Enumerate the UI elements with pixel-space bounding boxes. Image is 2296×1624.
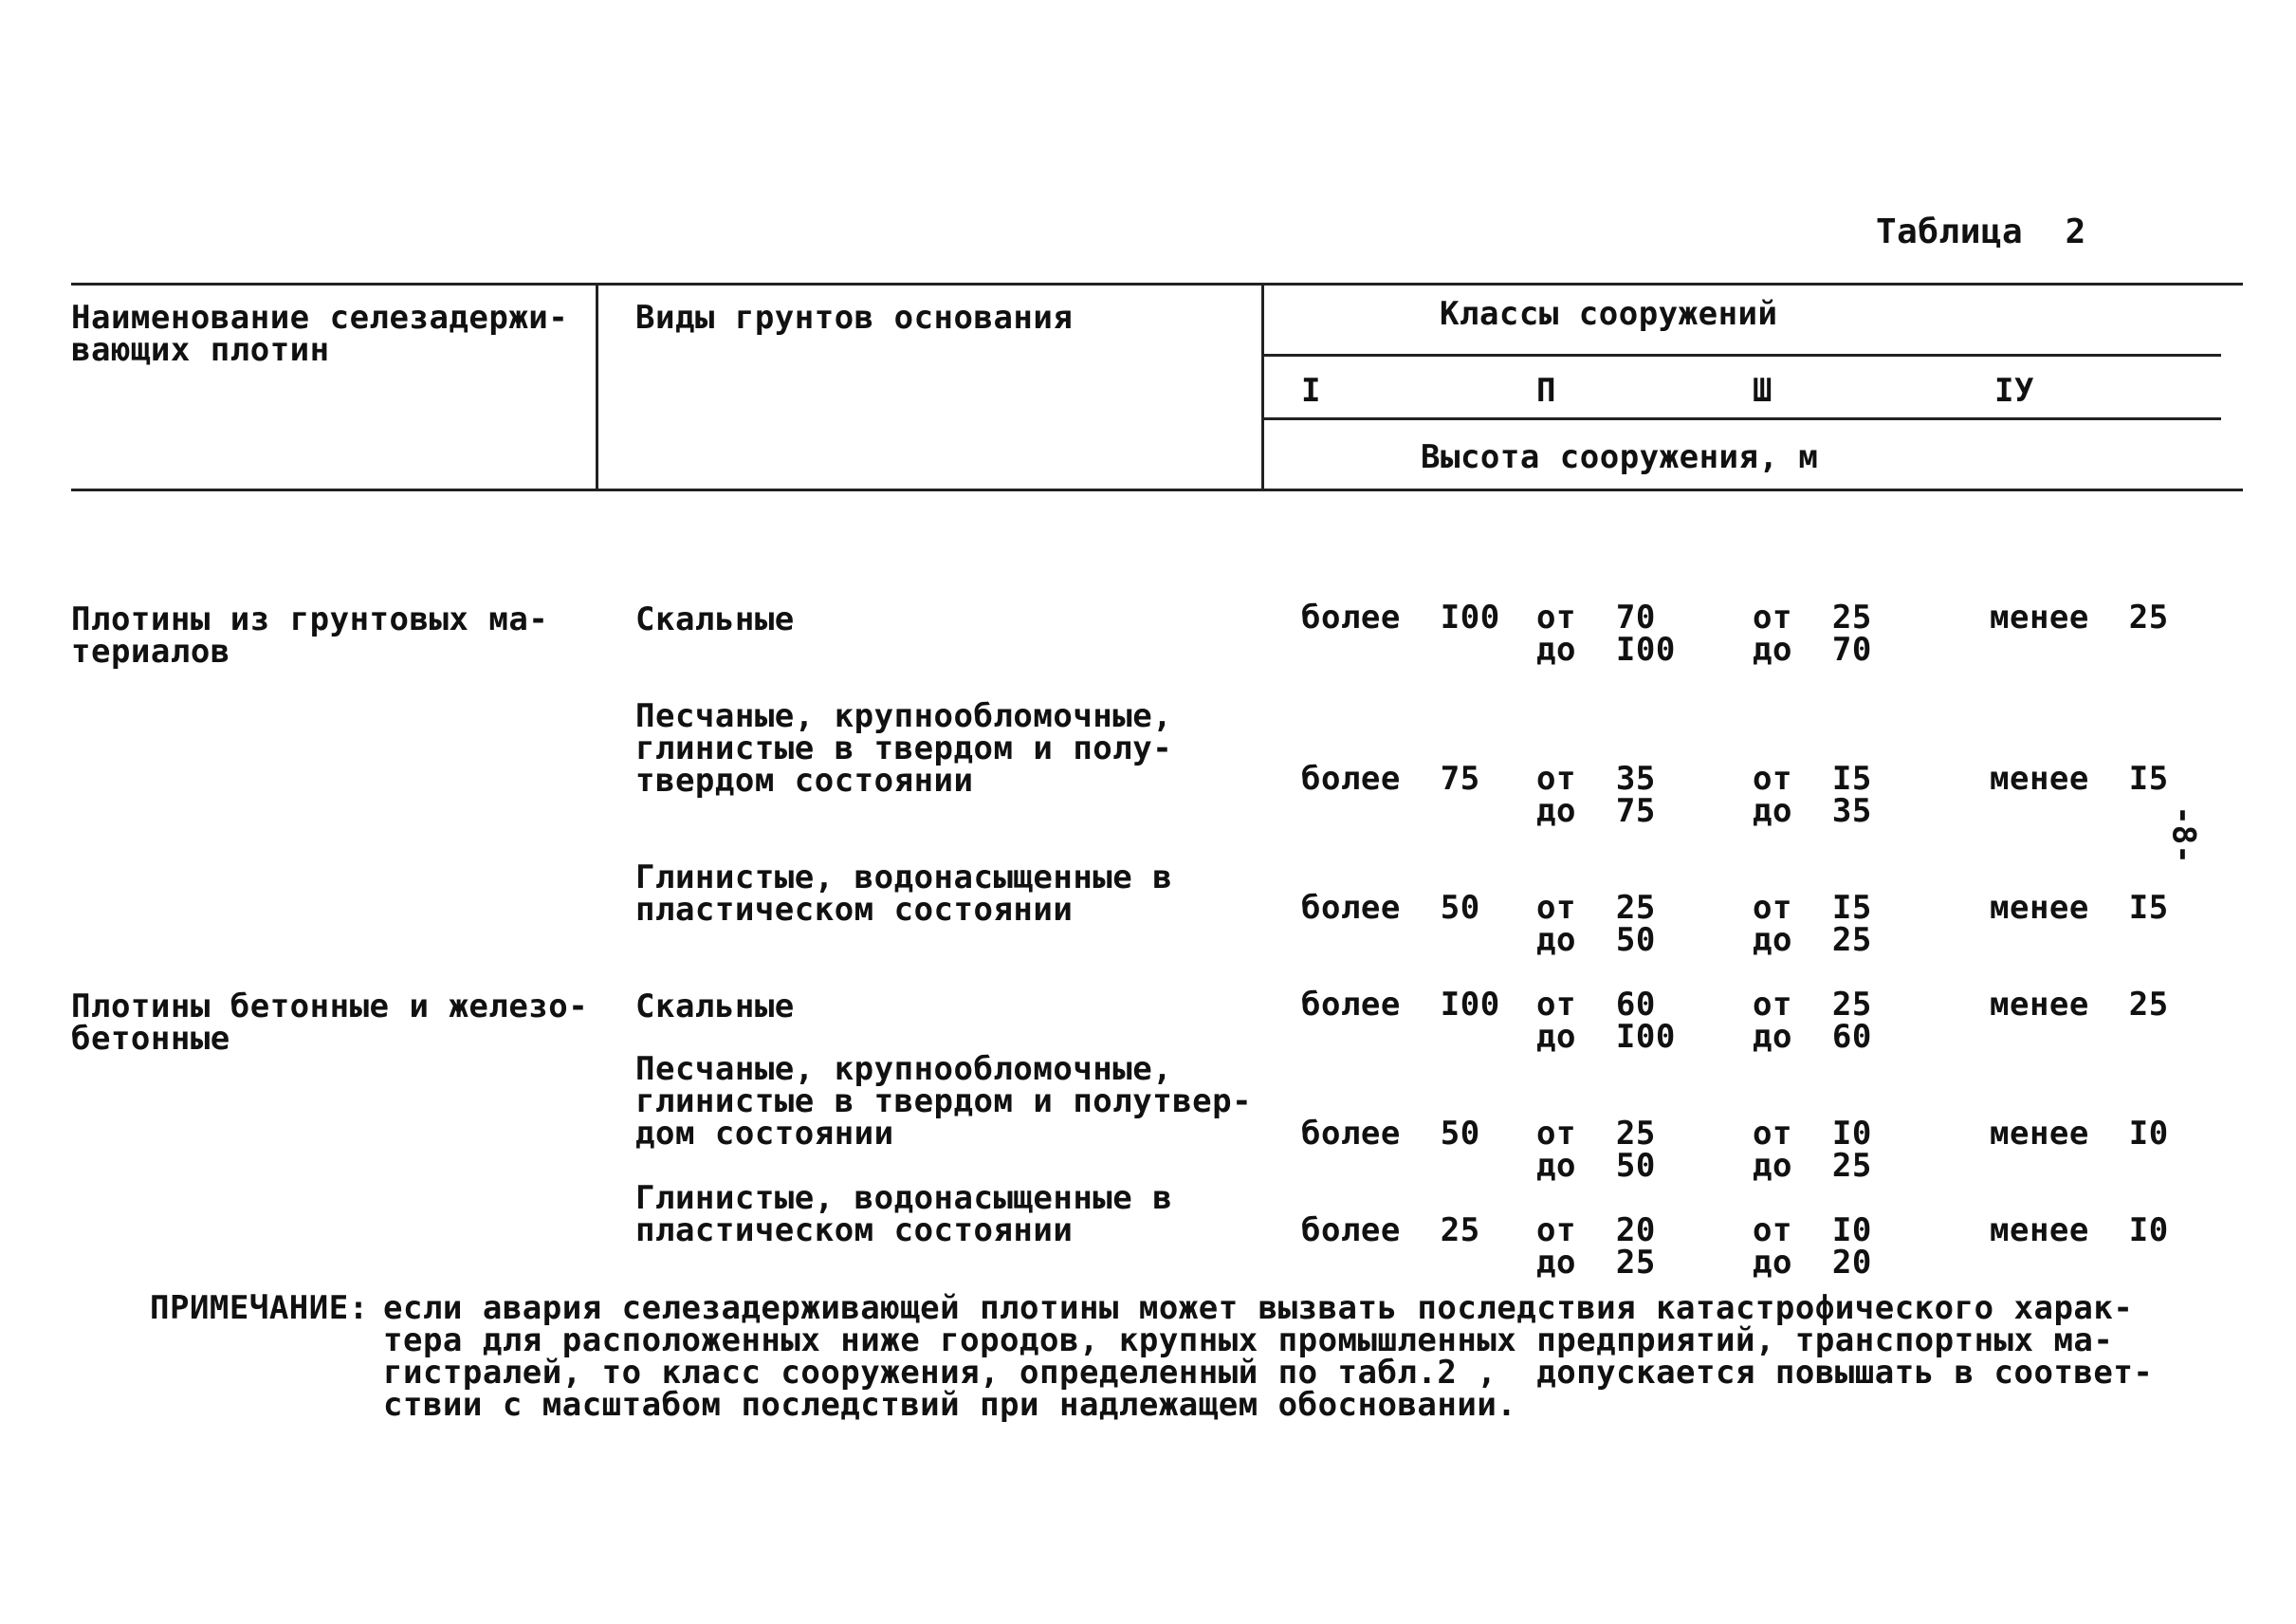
class-3-to: до 25 — [1753, 921, 1872, 959]
class-4-value: менее I5 — [1990, 760, 2169, 798]
class-2-to: до 50 — [1536, 921, 1656, 959]
class-3-from: от 25 — [1753, 599, 1872, 637]
header-height: Высота сооружения, м — [1421, 438, 1819, 476]
soil-line: Песчаные, крупнообломочные, — [635, 1050, 1173, 1088]
header-name-line-2: вающих плотин — [71, 331, 330, 369]
class-4-value: менее 25 — [1990, 599, 2169, 637]
class-1-value: более I00 — [1301, 599, 1500, 637]
class-1-value: более 75 — [1301, 760, 1480, 798]
header-divider-2 — [1261, 283, 1264, 491]
note-line: если авария селезадерживающей плотины может вызвать последствия катастрофического харак- — [383, 1289, 2134, 1327]
class-3-to: до 60 — [1753, 1018, 1872, 1056]
class-3-from: от I5 — [1753, 760, 1872, 798]
class-2-to: до 25 — [1536, 1244, 1656, 1282]
class-2-from: от 20 — [1536, 1211, 1656, 1249]
note-line: тера для расположенных ниже городов, крупных промышленных предприятий, транспортных ма- — [383, 1321, 2114, 1359]
soil-line: пластическом состоянии — [635, 1211, 1074, 1249]
group-name-line-2: бетонные — [71, 1020, 230, 1058]
table-label: Таблица 2 — [1876, 212, 2086, 251]
header-class-1: I — [1301, 372, 1321, 410]
group-name-line-1: Плотины бетонные и железо- — [71, 987, 589, 1025]
soil-line: Скальные — [635, 987, 795, 1025]
page-number: -8- — [2164, 805, 2203, 864]
class-2-to: до I00 — [1536, 1018, 1676, 1056]
note-line: ствии с масштабом последствий при надлежащем обосновании. — [383, 1386, 1517, 1424]
class-1-value: более 50 — [1301, 889, 1480, 927]
soil-line: Глинистые, водонасыщенные в — [635, 1179, 1173, 1217]
note-line: гистралей, то класс сооружения, определенный по табл.2 , допускается повышать в соответ- — [383, 1354, 2154, 1392]
soil-line: глинистые в твердом и полу- — [635, 729, 1173, 767]
header-soil: Виды грунтов основания — [635, 299, 1074, 337]
class-2-from: от 60 — [1536, 986, 1656, 1024]
soil-line: Песчаные, крупнообломочные, — [635, 697, 1173, 735]
header-class-4: IУ — [1994, 372, 2034, 410]
class-4-value: менее I0 — [1990, 1211, 2169, 1249]
header-classes: Классы сооружений — [1440, 295, 1778, 333]
class-3-from: от 25 — [1753, 986, 1872, 1024]
class-2-from: от 25 — [1536, 889, 1656, 927]
table-top-rule — [71, 283, 2243, 286]
class-3-to: до 70 — [1753, 631, 1872, 669]
class-1-value: более I00 — [1301, 986, 1500, 1024]
class-numbers-rule — [1261, 417, 2221, 420]
class-2-to: до I00 — [1536, 631, 1676, 669]
class-4-value: менее I5 — [1990, 889, 2169, 927]
class-4-value: менее I0 — [1990, 1115, 2169, 1153]
header-name-line-1: Наименование селезадержи- — [71, 299, 569, 337]
group-name-line-2: териалов — [71, 633, 230, 671]
class-3-from: от I5 — [1753, 889, 1872, 927]
header-class-3: Ш — [1753, 372, 1773, 410]
class-3-from: от I0 — [1753, 1115, 1872, 1153]
class-3-to: до 25 — [1753, 1147, 1872, 1185]
class-3-to: до 20 — [1753, 1244, 1872, 1282]
class-2-from: от 25 — [1536, 1115, 1656, 1153]
class-2-from: от 35 — [1536, 760, 1656, 798]
classes-rule — [1261, 354, 2221, 357]
soil-line: твердом состоянии — [635, 762, 974, 800]
class-4-value: менее 25 — [1990, 986, 2169, 1024]
soil-line: Скальные — [635, 600, 795, 638]
note-label: ПРИМЕЧАНИЕ: — [150, 1289, 369, 1327]
soil-line: глинистые в твердом и полутвер- — [635, 1082, 1253, 1120]
soil-line: дом состоянии — [635, 1115, 894, 1153]
class-1-value: более 25 — [1301, 1211, 1480, 1249]
header-class-2: П — [1536, 372, 1556, 410]
group-name-line-1: Плотины из грунтовых ма- — [71, 600, 549, 638]
class-2-to: до 50 — [1536, 1147, 1656, 1185]
header-bottom-rule — [71, 489, 2243, 491]
soil-line: пластическом состоянии — [635, 891, 1074, 929]
class-2-to: до 75 — [1536, 792, 1656, 830]
class-2-from: от 70 — [1536, 599, 1656, 637]
class-3-from: от I0 — [1753, 1211, 1872, 1249]
class-3-to: до 35 — [1753, 792, 1872, 830]
header-divider-1 — [596, 283, 598, 491]
soil-line: Глинистые, водонасыщенные в — [635, 858, 1173, 896]
class-1-value: более 50 — [1301, 1115, 1480, 1153]
